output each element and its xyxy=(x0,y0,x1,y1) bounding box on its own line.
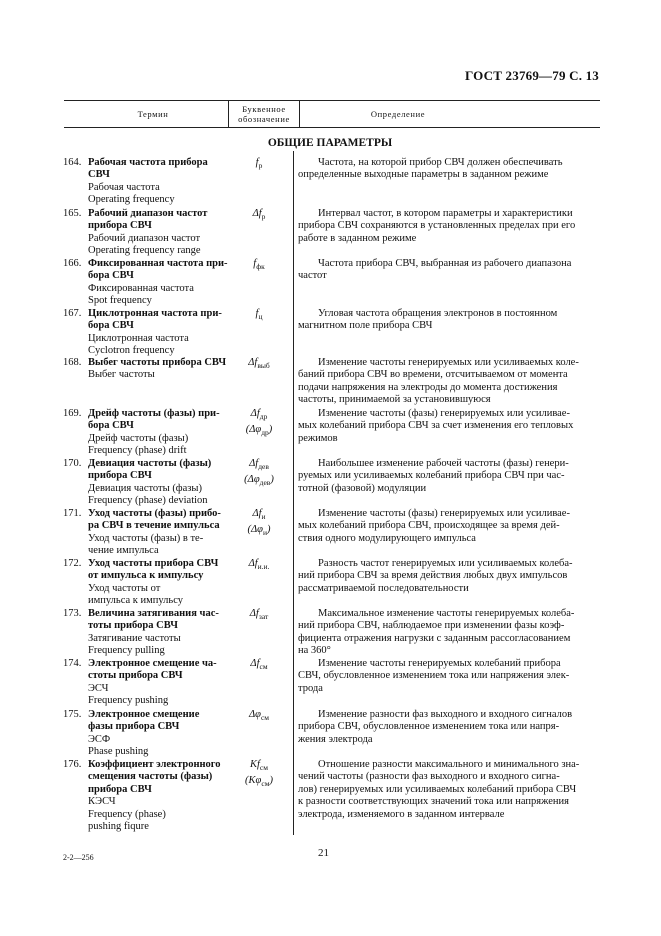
definition-line: режимов xyxy=(298,432,338,444)
definition-line: Наибольшее изменение рабочей частоты (фазы) генери- xyxy=(318,458,569,469)
definition-line: работе в заданном режиме xyxy=(298,232,417,244)
entry-definition xyxy=(298,357,598,407)
definition-line: СВЧ, обусловленное изменением тока или напряжения элек- xyxy=(298,670,570,682)
term-synonym-line: Frequency (phase) drift xyxy=(88,445,187,457)
symbol-line: $Kf_{см}$ xyxy=(250,759,268,773)
entry-definition xyxy=(298,709,598,746)
entry-number: 166. xyxy=(63,258,82,269)
definition-line: трода xyxy=(298,682,323,694)
entry-definition xyxy=(298,658,598,695)
entry-symbol xyxy=(228,157,290,173)
term-standard-line: бора СВЧ xyxy=(88,270,134,282)
entry-symbol xyxy=(228,709,290,725)
symbol-line: $\Delta f_и$ xyxy=(252,508,266,522)
term-standard-line: тоты прибора СВЧ xyxy=(88,620,178,632)
definition-line: определенные выходные параметры в заданном режиме xyxy=(298,169,549,181)
term-synonym-line: Выбег частоты xyxy=(88,369,155,381)
entry-symbol xyxy=(228,458,290,489)
entry-term xyxy=(88,458,238,508)
term-synonym-line: чение импульса xyxy=(88,545,159,557)
term-synonym-line: Operating frequency range xyxy=(88,245,201,257)
term-standard-line: от импульса к импульсу xyxy=(88,570,204,582)
entry-term xyxy=(88,357,238,382)
definition-line: Максимальное изменение частоты генерируемых колеба- xyxy=(318,608,575,619)
entry-term xyxy=(88,558,238,608)
term-synonym-line: Frequency pulling xyxy=(88,645,165,657)
entry-number: 170. xyxy=(63,458,82,469)
entry-symbol xyxy=(228,558,290,574)
entry-number: 172. xyxy=(63,558,82,569)
definition-line: подачи напряжения на электроды до момента достижения xyxy=(298,381,558,393)
entry-definition xyxy=(298,759,598,821)
definition-line: Изменение частоты (фазы) генерируемых или усиливае- xyxy=(318,508,570,519)
term-synonym-line: pushing fiqure xyxy=(88,821,149,833)
entry-definition xyxy=(298,608,598,658)
entry-symbol xyxy=(228,208,290,224)
definition-line: Интервал частот, в котором параметры и характеристики xyxy=(318,208,573,219)
entry-term xyxy=(88,759,238,833)
symbol-line: $\Delta f_р$ xyxy=(252,208,266,222)
term-standard-line: Электронное смещение xyxy=(88,709,200,720)
symbol-line: $(K\varphi_{см})$ xyxy=(245,774,273,788)
column-divider xyxy=(293,151,294,835)
definition-line: Изменение частоты (фазы) генерируемых или усиливае- xyxy=(318,408,570,419)
term-synonym-line: Operating frequency xyxy=(88,194,175,206)
symbol-line: $\Delta f_{см}$ xyxy=(250,658,268,672)
column-header-symbol: Буквенное обозначение xyxy=(228,101,300,127)
table-header xyxy=(64,100,600,128)
entry-number: 174. xyxy=(63,658,82,669)
entry-definition xyxy=(298,458,598,495)
term-synonym-line: Рабочая частота xyxy=(88,181,160,193)
definition-line: ний прибора СВЧ за время действия любых двух импульсов xyxy=(298,570,568,582)
definition-line: прибора СВЧ, обусловленное изменением тока или напря- xyxy=(298,721,560,733)
definition-line: Изменение частоты генерируемых колебаний прибора xyxy=(318,658,561,669)
definition-line: к разности соответствующих значений тока или напряжения xyxy=(298,796,569,808)
entry-term xyxy=(88,157,238,207)
definition-line: на 360° xyxy=(298,645,331,657)
entry-term xyxy=(88,508,238,558)
term-standard-line: Выбег частоты прибора СВЧ xyxy=(88,357,227,368)
term-synonym-line: Spot frequency xyxy=(88,295,152,307)
term-standard-line: бора СВЧ xyxy=(88,320,134,332)
symbol-line: $\Delta f_{др}$ xyxy=(250,408,268,422)
symbol-line: $f_ц$ xyxy=(255,308,263,322)
definition-line: прибора СВЧ сохраняются в установленных пределах при его xyxy=(298,220,576,232)
symbol-line: $f_р$ xyxy=(255,157,263,171)
entry-definition xyxy=(298,157,598,182)
term-standard-line: прибора СВЧ xyxy=(88,783,152,795)
term-standard-line: Уход частоты (фазы) прибо- xyxy=(88,508,221,519)
definition-line: жения электрода xyxy=(298,733,373,745)
definition-line: рассматриваемой последовательности xyxy=(298,582,469,594)
symbol-line: $\Delta f_{и.и.}$ xyxy=(248,558,270,572)
entry-number: 176. xyxy=(63,759,82,770)
term-synonym-line: Циклотронная частота xyxy=(88,332,189,344)
definition-line: мых колебаний прибора СВЧ, происходящее за время дей- xyxy=(298,520,560,532)
entry-number: 167. xyxy=(63,308,82,319)
term-synonym-line: импульса к импульсу xyxy=(88,595,183,607)
term-synonym-line: Дрейф частоты (фазы) xyxy=(88,432,189,444)
term-synonym-line: Frequency (phase) deviation xyxy=(88,495,208,507)
term-standard-line: Коэффициент электронного xyxy=(88,759,221,770)
entry-number: 164. xyxy=(63,157,82,168)
term-synonym-line: ЭСФ xyxy=(88,733,111,745)
entry-symbol xyxy=(228,357,290,373)
term-standard-line: Девиация частоты (фазы) xyxy=(88,458,212,469)
entry-definition xyxy=(298,558,598,595)
definition-line: ствия одного модулирующего импульса xyxy=(298,532,476,544)
entry-symbol xyxy=(228,408,290,439)
footer-code: 2-2—256 xyxy=(63,853,94,862)
entry-definition xyxy=(298,208,598,245)
symbol-line: $\Delta f_{выб}$ xyxy=(248,357,270,371)
entry-number: 165. xyxy=(63,208,82,219)
term-standard-line: Фиксированная частота при- xyxy=(88,258,228,269)
term-synonym-line: Уход частоты от xyxy=(88,582,161,594)
term-standard-line: Уход частоты прибора СВЧ xyxy=(88,558,219,569)
term-standard-line: смещения частоты (фазы) xyxy=(88,771,213,783)
term-standard-line: прибора СВЧ xyxy=(88,470,152,482)
term-synonym-line: Затягивание частоты xyxy=(88,632,181,644)
term-standard-line: Рабочая частота прибора xyxy=(88,157,208,168)
definition-line: ний прибора СВЧ, наблюдаемое при изменении фазы коэф- xyxy=(298,620,565,632)
entry-term xyxy=(88,709,238,759)
definition-line: Изменение разности фаз выходного и входного сигналов xyxy=(318,709,573,720)
definition-line: Изменение частоты генерируемых или усиливаемых коле- xyxy=(318,357,579,368)
symbol-line: $(\Delta\varphi_{др})$ xyxy=(245,423,273,437)
term-synonym-line: Уход частоты (фазы) в те- xyxy=(88,532,204,544)
entry-term xyxy=(88,258,238,308)
definition-line: частоты, принимаемой за установившуюся xyxy=(298,394,491,406)
definition-line: магнитном поле прибора СВЧ xyxy=(298,320,433,332)
term-standard-line: бора СВЧ xyxy=(88,420,134,432)
entry-symbol xyxy=(228,258,290,274)
definition-line: Отношение разности максимального и минимального зна- xyxy=(318,759,580,770)
term-synonym-line: Девиация частоты (фазы) xyxy=(88,482,202,494)
definition-line: Частота прибора СВЧ, выбранная из рабочего диапазона xyxy=(318,258,572,269)
entry-number: 168. xyxy=(63,357,82,368)
entry-number: 173. xyxy=(63,608,82,619)
definition-line: лов) генерируемых или усиливаемых колебаний прибора СВЧ xyxy=(298,783,577,795)
term-synonym-line: Frequency pushing xyxy=(88,695,169,707)
column-header-definition: Определение xyxy=(370,109,426,119)
term-standard-line: Дрейф частоты (фазы) при- xyxy=(88,408,220,419)
entry-symbol xyxy=(228,308,290,324)
term-standard-line: Рабочий диапазон частот xyxy=(88,208,208,219)
symbol-line: $(\Delta\varphi_и)$ xyxy=(247,523,271,537)
term-standard-line: Циклотронная частота при- xyxy=(88,308,222,319)
entry-term xyxy=(88,408,238,458)
page-header-title: ГОСТ 23769—79 С. 13 xyxy=(465,68,599,83)
entry-number: 169. xyxy=(63,408,82,419)
definition-line: частот xyxy=(298,270,327,282)
entry-term xyxy=(88,658,238,708)
term-standard-line: прибора СВЧ xyxy=(88,220,152,232)
term-standard-line: ра СВЧ в течение импульса xyxy=(88,520,220,532)
definition-line: Частота, на которой прибор СВЧ должен обеспечивать xyxy=(318,157,563,168)
entry-definition xyxy=(298,508,598,545)
term-synonym-line: КЭСЧ xyxy=(88,796,116,808)
definition-line: электрода, изменяемого в заданном интервале xyxy=(298,808,505,820)
definition-line: Разность частот генерируемых или усиливаемых колеба- xyxy=(318,558,573,569)
term-synonym-line: Cyclotron frequency xyxy=(88,345,175,357)
definition-line: фициента отражения нагрузки с заданным рассогласованием xyxy=(298,632,571,644)
entry-term xyxy=(88,308,238,358)
definition-line: баний прибора СВЧ во времени, отсчитываемом от момента xyxy=(298,369,568,381)
symbol-line: $(\Delta\varphi_{дев})$ xyxy=(244,473,274,487)
symbol-line: $\Delta\varphi_{см}$ xyxy=(248,709,270,723)
entry-symbol xyxy=(228,759,290,790)
term-standard-line: фазы прибора СВЧ xyxy=(88,721,180,733)
term-synonym-line: Frequency (phase) xyxy=(88,808,166,820)
term-synonym-line: Фиксированная частота xyxy=(88,282,194,294)
term-synonym-line: Рабочий диапазон частот xyxy=(88,232,201,244)
symbol-line: $\Delta f_{зат}$ xyxy=(249,608,269,622)
definition-line: мых колебаний прибора СВЧ за счет изменения его тепловых xyxy=(298,420,574,432)
entry-definition xyxy=(298,308,598,333)
entry-symbol xyxy=(228,658,290,674)
term-synonym-line: Phase pushing xyxy=(88,746,149,758)
term-standard-line: стоты прибора СВЧ xyxy=(88,670,183,682)
term-standard-line: Электронное смещение ча- xyxy=(88,658,217,669)
entry-term xyxy=(88,208,238,258)
entry-number: 175. xyxy=(63,709,82,720)
entry-symbol xyxy=(228,608,290,624)
term-synonym-line: ЭСЧ xyxy=(88,682,109,694)
term-standard-line: СВЧ xyxy=(88,169,110,181)
entry-term xyxy=(88,608,238,658)
definition-line: руемых или усиливаемых колебаний прибора СВЧ при час- xyxy=(298,470,565,482)
symbol-line: $f_{фк}$ xyxy=(253,258,265,272)
entry-number: 171. xyxy=(63,508,82,519)
definition-line: чений частоты (разности фаз выходного и входного сигна- xyxy=(298,771,560,783)
term-standard-line: Величина затягивания час- xyxy=(88,608,219,619)
entry-definition xyxy=(298,258,598,283)
page-number: 21 xyxy=(318,847,329,859)
section-title: ОБЩИЕ ПАРАМЕТРЫ xyxy=(267,137,393,149)
column-header-term: Термин xyxy=(137,109,169,119)
definition-line: Угловая частота обращения электронов в постоянном xyxy=(318,308,558,319)
entry-definition xyxy=(298,408,598,445)
definition-line: тотной (фазовой) модуляции xyxy=(298,482,427,494)
entry-symbol xyxy=(228,508,290,539)
symbol-line: $\Delta f_{дев}$ xyxy=(249,458,269,472)
